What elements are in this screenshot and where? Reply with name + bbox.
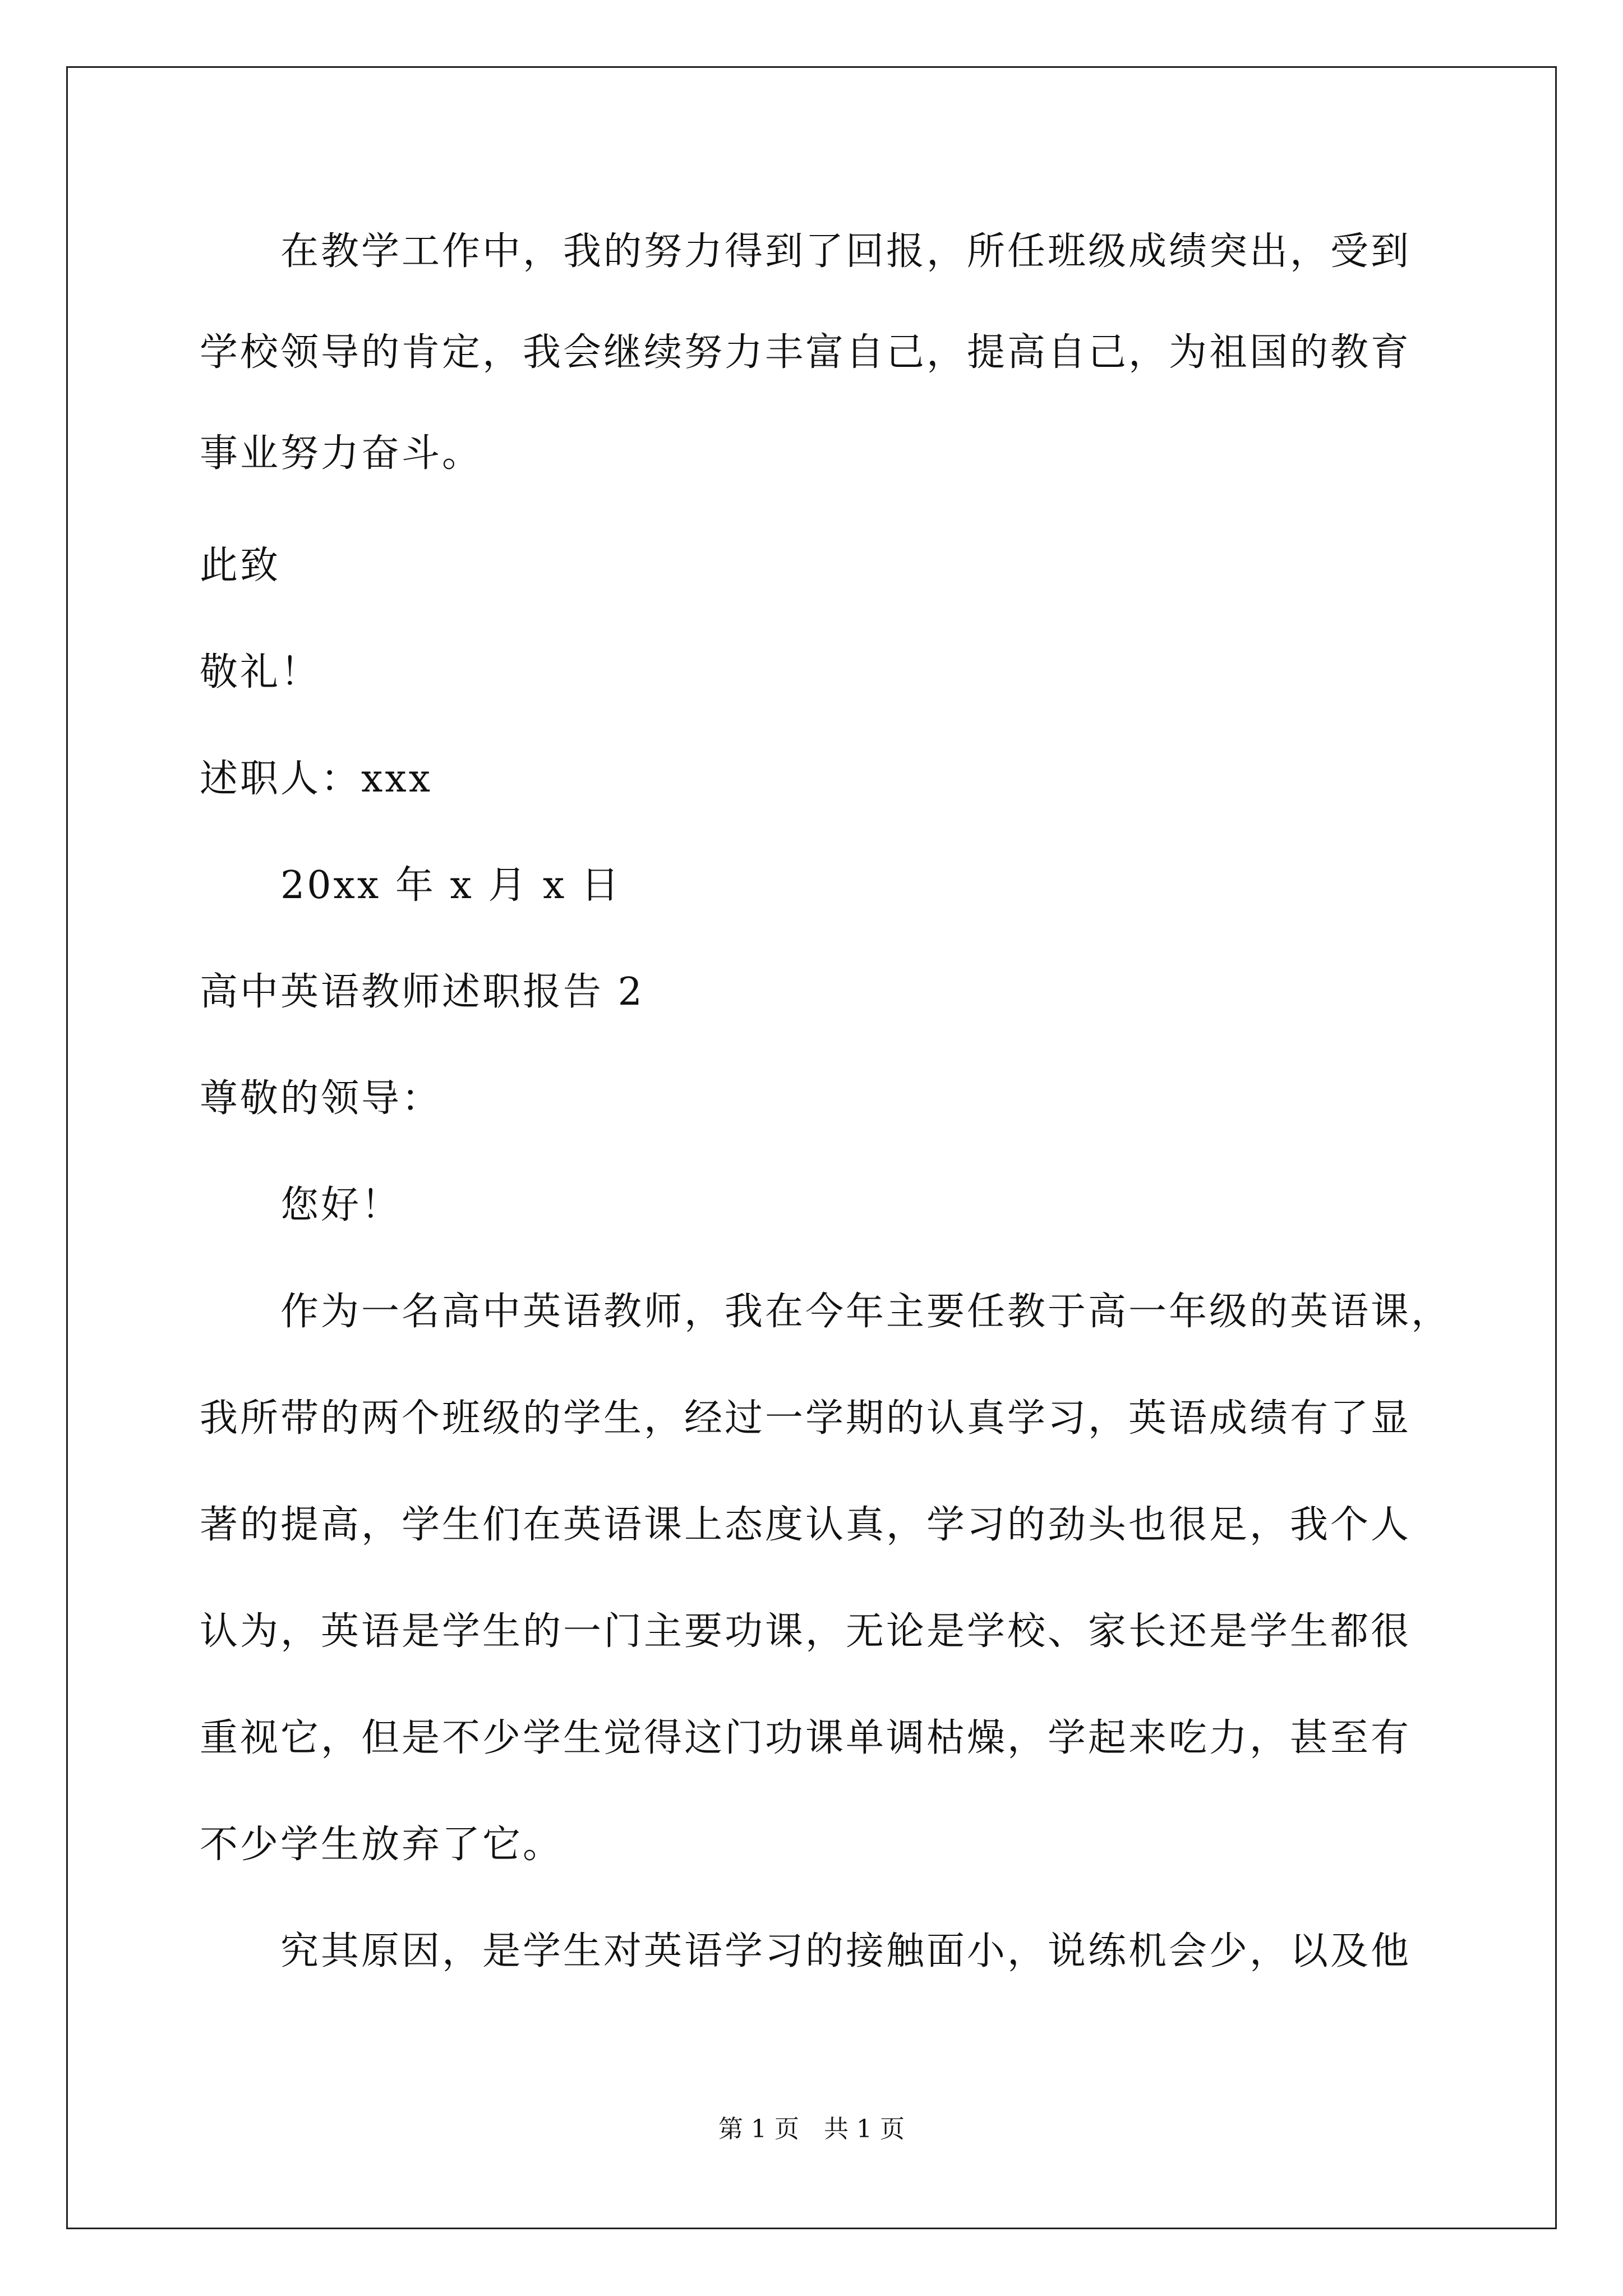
closing-line: 此致: [200, 544, 281, 588]
paragraph-line: 我所带的两个班级的学生，经过一学期的认真学习，英语成绩有了显: [200, 1396, 1412, 1441]
greeting-line: 您好！: [280, 1183, 402, 1227]
page-border: [66, 66, 1557, 2229]
paragraph-line: 认为，英语是学生的一门主要功课，无论是学校、家长还是学生都很: [200, 1609, 1412, 1654]
paragraph-line: 究其原因，是学生对英语学习的接触面小，说练机会少，以及他: [280, 1929, 1412, 1973]
paragraph-line: 在教学工作中，我的努力得到了回报，所任班级成绩突出，受到: [280, 229, 1412, 274]
paragraph-line: 学校领导的肯定，我会继续努力丰富自己，提高自己，为祖国的教育: [200, 330, 1412, 375]
paragraph-line: 著的提高，学生们在英语课上态度认真，学习的劲头也很足，我个人: [200, 1503, 1412, 1547]
page-footer: 第 1 页 共 1 页: [718, 2115, 905, 2143]
paragraph-line: 作为一名高中英语教师，我在今年主要任教于高一年级的英语课，: [280, 1290, 1452, 1334]
section-title: 高中英语教师述职报告 2: [200, 970, 644, 1014]
greeting-line: 尊敬的领导：: [200, 1076, 442, 1121]
signature-line: 述职人：xxx: [200, 757, 433, 801]
paragraph-line: 不少学生放弃了它。: [200, 1823, 564, 1867]
paragraph-line: 重视它，但是不少学生觉得这门功课单调枯燥，学起来吃力，甚至有: [200, 1716, 1412, 1760]
salutation-line: 敬礼！: [200, 650, 321, 694]
date-line: 20xx 年 x 月 x 日: [280, 863, 622, 908]
paragraph-line: 事业努力奋斗。: [200, 431, 483, 476]
